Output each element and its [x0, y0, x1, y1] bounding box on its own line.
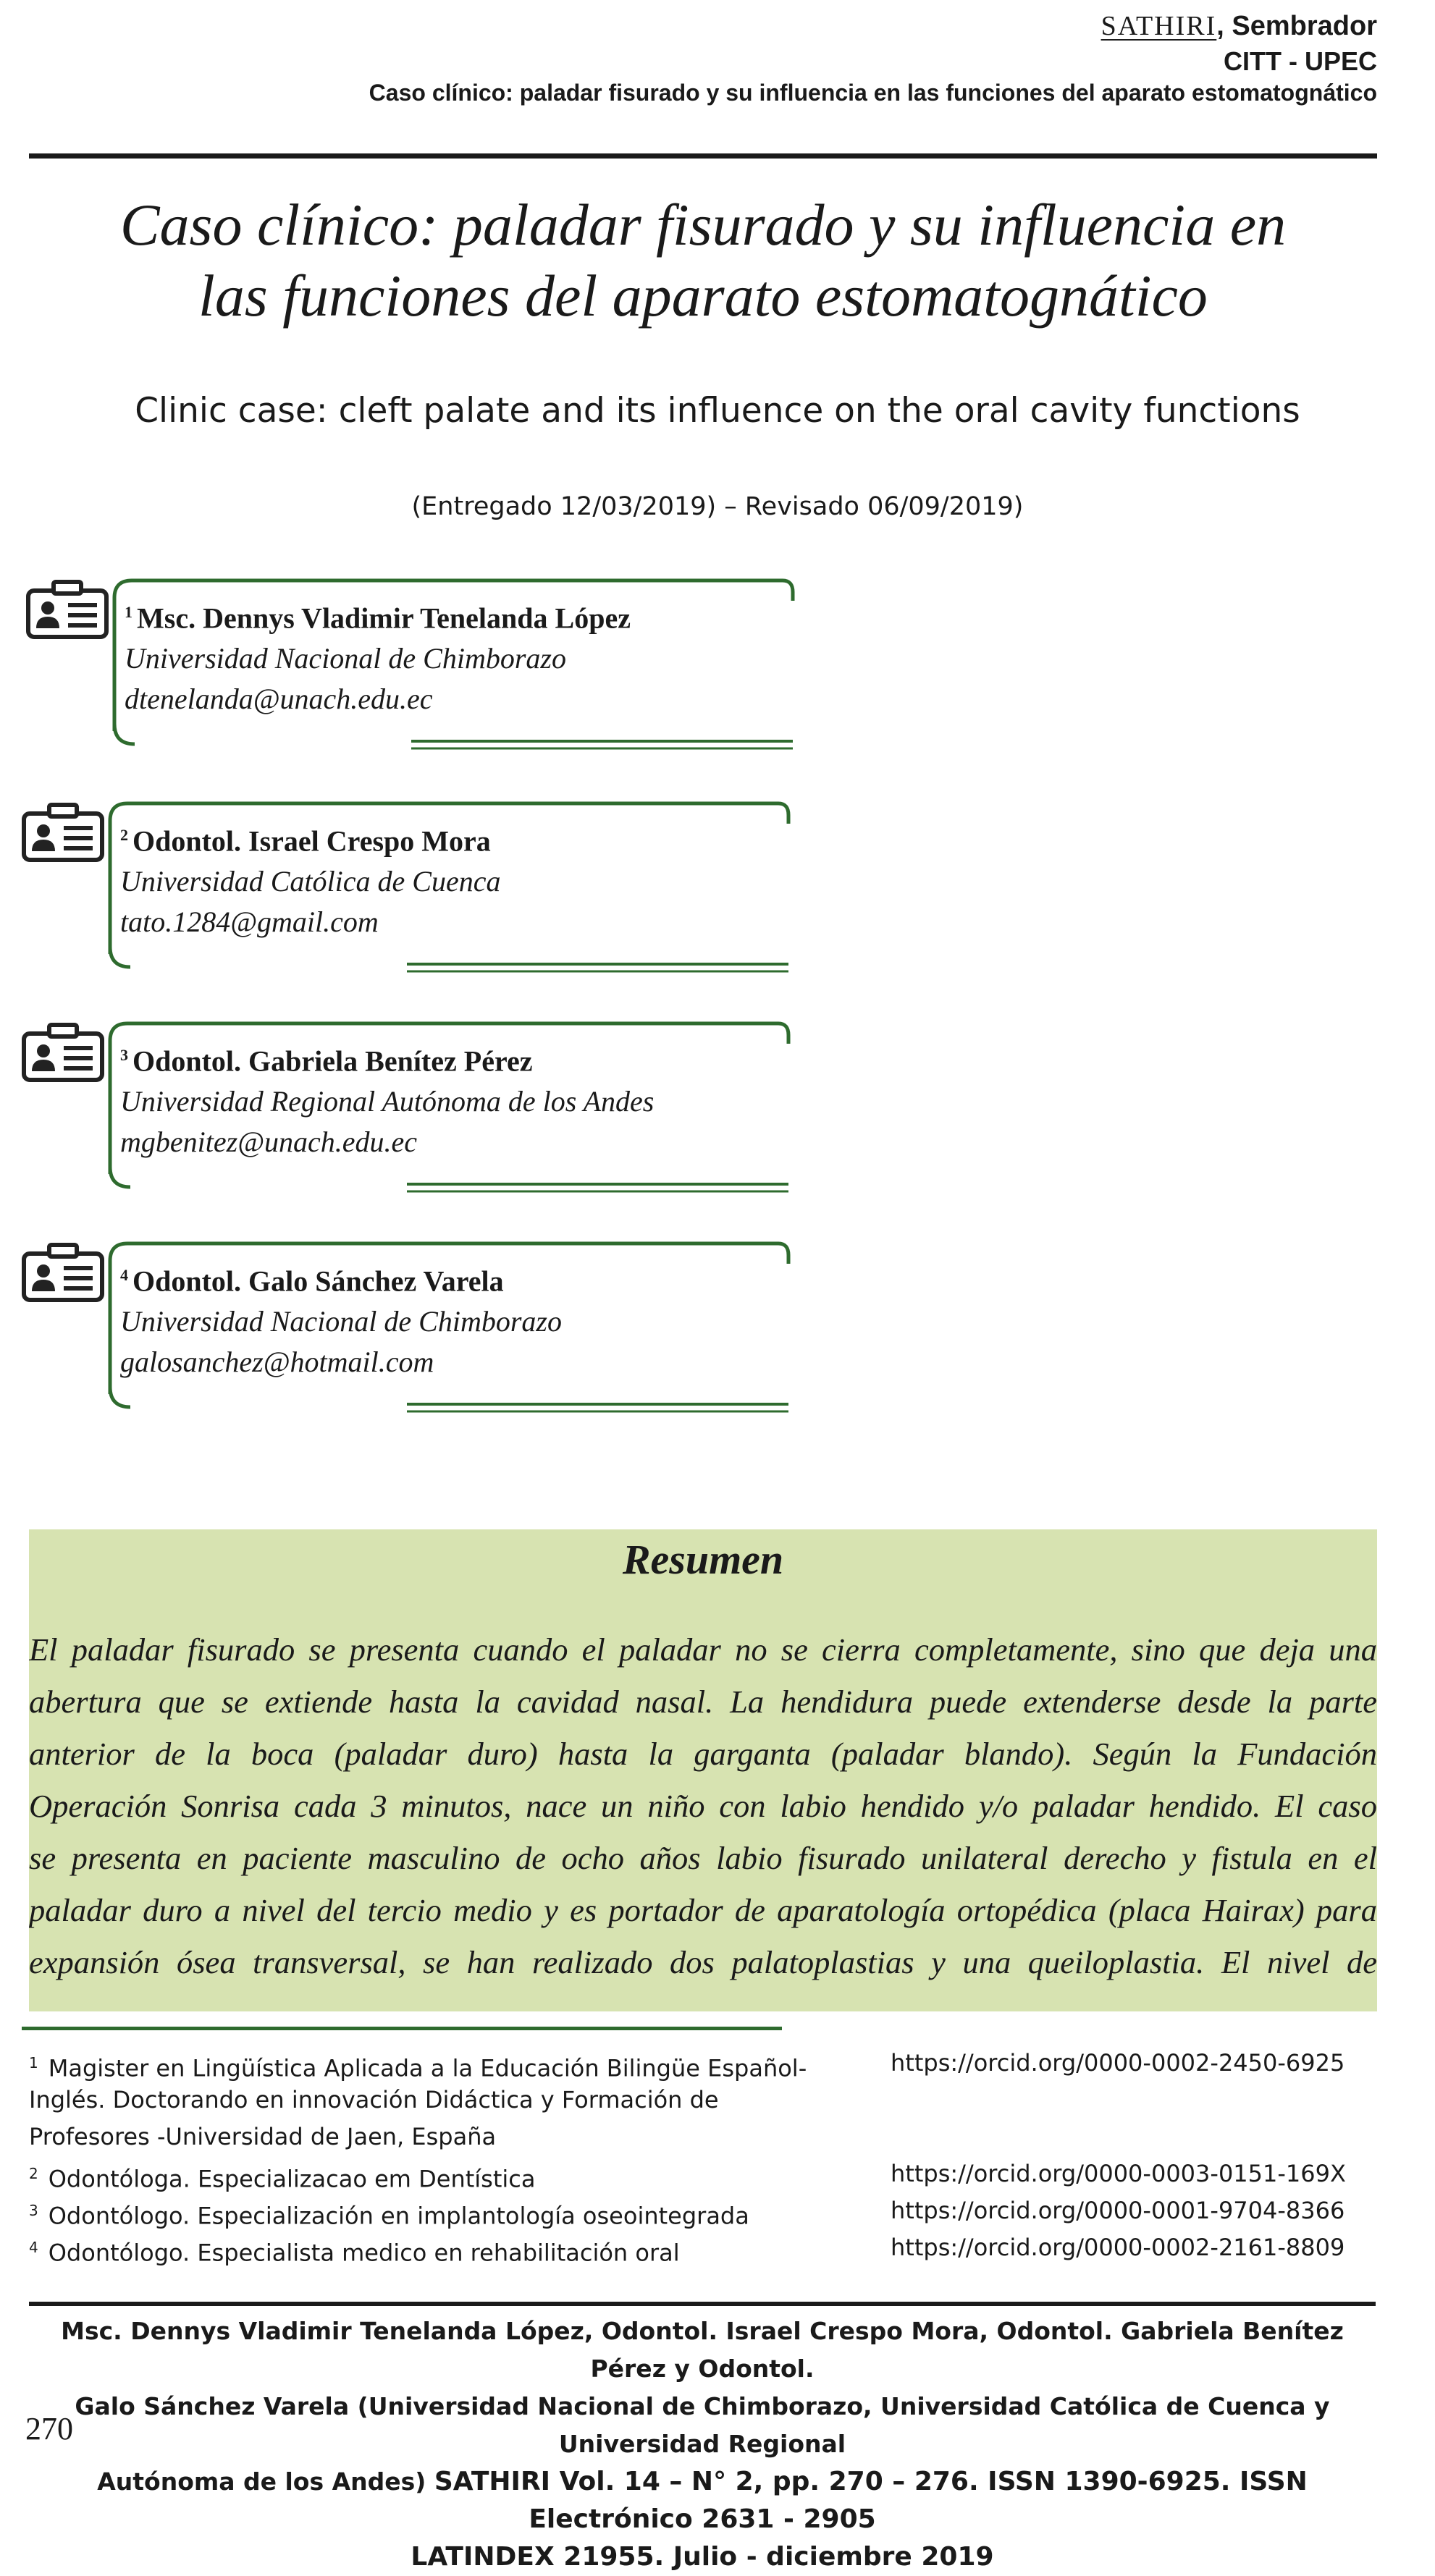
footnote-row — [29, 2192, 1376, 2229]
footnote-number: 2 — [29, 2165, 38, 2182]
citation-line: Galo Sánchez Varela (Universidad Nacional de Chimborazo, Universidad Católica de Cuenca y Universidad Regional — [75, 2392, 1330, 2458]
author-card — [0, 1235, 1435, 1437]
author-name — [120, 815, 500, 861]
page-number: 270 — [25, 2411, 73, 2446]
footnotes — [29, 2045, 1376, 2266]
author-number: 3 — [120, 1046, 128, 1064]
footnote-text: Odontólogo. Especialización en implantología oseointegrada — [48, 2202, 749, 2230]
author-info — [120, 1035, 654, 1162]
id-card-icon — [25, 578, 111, 643]
footnote-row — [29, 2119, 1376, 2155]
footnote-row — [29, 2045, 1376, 2082]
author-name — [125, 592, 631, 638]
citation-line: LATINDEX 21955. Julio - diciembre 2019 — [411, 2542, 994, 2572]
id-card-icon — [20, 1021, 107, 1086]
footnote-text: Inglés. Doctorando en innovación Didáctica y Formación de — [29, 2086, 719, 2113]
author-card — [0, 1015, 1435, 1217]
journal-header — [1101, 10, 1377, 42]
abstract-box — [29, 1529, 1377, 2011]
author-institution: Universidad Nacional de Chimborazo — [125, 642, 566, 675]
title-line-2: las funciones del aparato estomatognático — [198, 263, 1208, 329]
author-number: 2 — [120, 826, 128, 844]
author-name-text: Odontol. Gabriela Benítez Pérez — [132, 1044, 533, 1078]
abstract-line: anterior de la boca (paladar duro) hasta la garganta (paladar blando). Según la Fundación — [29, 1736, 1377, 1772]
footnote-divider — [22, 2027, 782, 2030]
author-email[interactable]: tato.1284@gmail.com — [120, 905, 379, 939]
footnote-row — [29, 2082, 1376, 2119]
abstract-body — [29, 1623, 1377, 1988]
author-card — [0, 572, 1435, 774]
author-name-text: Odontol. Israel Crespo Mora — [132, 824, 491, 858]
footnote-text: Profesores -Universidad de Jaen, España — [29, 2123, 497, 2150]
footnote-number: 3 — [29, 2202, 38, 2219]
author-email[interactable]: dtenelanda@unach.edu.ec — [125, 683, 433, 716]
author-info — [120, 815, 500, 942]
abstract-line: abertura que se extiende hasta la cavidad nasal. La hendidura puede extenderse desde la parte — [29, 1684, 1377, 1720]
header-divider — [29, 153, 1377, 159]
author-name-text: Msc. Dennys Vladimir Tenelanda López — [137, 601, 631, 635]
id-card-icon — [20, 1241, 107, 1306]
footnote-row — [29, 2155, 1376, 2192]
author-institution: Universidad Nacional de Chimborazo — [120, 1305, 562, 1338]
abstract-line: paladar duro a nivel del tercio medio y es portador de aparatología ortopédica (placa Hairax) para — [29, 1892, 1377, 1928]
orcid-link[interactable]: https://orcid.org/0000-0003-0151-169X — [891, 2160, 1346, 2187]
institution-header: CITT - UPEC — [1224, 46, 1377, 76]
footnote-row — [29, 2229, 1376, 2266]
author-email[interactable]: galosanchez@hotmail.com — [120, 1346, 434, 1379]
abstract-line: El paladar fisurado se presenta cuando el paladar no se cierra completamente, sino que deja una — [29, 1631, 1377, 1668]
abstract-heading: Resumen — [622, 1536, 784, 1583]
citation-journal: SATHIRI Vol. 14 – N° 2, pp. 270 – 276. ISSN 1390-6925. ISSN Electrónico 2631 - 2905 — [434, 2467, 1308, 2534]
author-info — [120, 1255, 562, 1382]
running-title: Caso clínico: paladar fisurado y su influencia en las funciones del aparato estomatognático — [369, 80, 1377, 106]
author-name — [120, 1035, 654, 1081]
journal-name: SATHIRI — [1101, 11, 1217, 41]
citation-line — [29, 2463, 1376, 2538]
orcid-link[interactable]: https://orcid.org/0000-0002-2161-8809 — [891, 2234, 1345, 2261]
citation-line: Msc. Dennys Vladimir Tenelanda López, Odontol. Israel Crespo Mora, Odontol. Gabriela Benítez Pérez y Odontol. — [61, 2317, 1344, 2383]
author-name — [120, 1255, 562, 1301]
orcid-link[interactable]: https://orcid.org/0000-0001-9704-8366 — [891, 2197, 1345, 2224]
abstract-line: Operación Sonrisa cada 3 minutos, nace un niño con labio hendido y/o paladar hendido. El caso — [29, 1788, 1377, 1824]
citation-block — [29, 2313, 1376, 2576]
article-title-english: Clinic case: cleft palate and its influence on the oral cavity functions — [135, 391, 1300, 431]
title-line-1: Caso clínico: paladar fisurado y su influencia en — [119, 192, 1287, 258]
footnote-text: Odontólogo. Especialista medico en rehabilitación oral — [48, 2239, 680, 2267]
footnote-text: Odontóloga. Especializacao em Dentística — [48, 2165, 536, 2193]
footnote-text: Magister en Lingüística Aplicada a la Educación Bilingüe Español- — [48, 2054, 807, 2082]
author-card — [0, 795, 1435, 997]
abstract-line: se presenta en paciente masculino de ocho años labio fisurado unilateral derecho y fistula en el — [29, 1840, 1377, 1876]
id-card-icon — [20, 801, 107, 866]
abstract-line: expansión ósea transversal, se han realizado dos palatoplastias y una queiloplastia. El nivel de — [29, 1944, 1377, 1980]
author-number: 1 — [125, 603, 132, 621]
footnote-number: 1 — [29, 2054, 38, 2072]
footnote-number: 4 — [29, 2239, 38, 2256]
author-institution: Universidad Regional Autónoma de los Andes — [120, 1085, 655, 1118]
author-name-text: Odontol. Galo Sánchez Varela — [132, 1264, 504, 1298]
orcid-link[interactable]: https://orcid.org/0000-0002-2450-6925 — [891, 2049, 1345, 2077]
author-institution: Universidad Católica de Cuenca — [120, 865, 501, 898]
article-title-spanish — [29, 190, 1377, 331]
citation-affiliation: Autónoma de los Andes) — [97, 2467, 426, 2496]
footer-divider — [29, 2302, 1376, 2306]
author-number: 4 — [120, 1266, 128, 1284]
author-email[interactable]: mgbenitez@unach.edu.ec — [120, 1126, 417, 1159]
submission-dates: (Entregado 12/03/2019) – Revisado 06/09/2019) — [411, 492, 1024, 521]
journal-suffix: , Sembrador — [1216, 11, 1377, 41]
author-info — [125, 592, 631, 719]
